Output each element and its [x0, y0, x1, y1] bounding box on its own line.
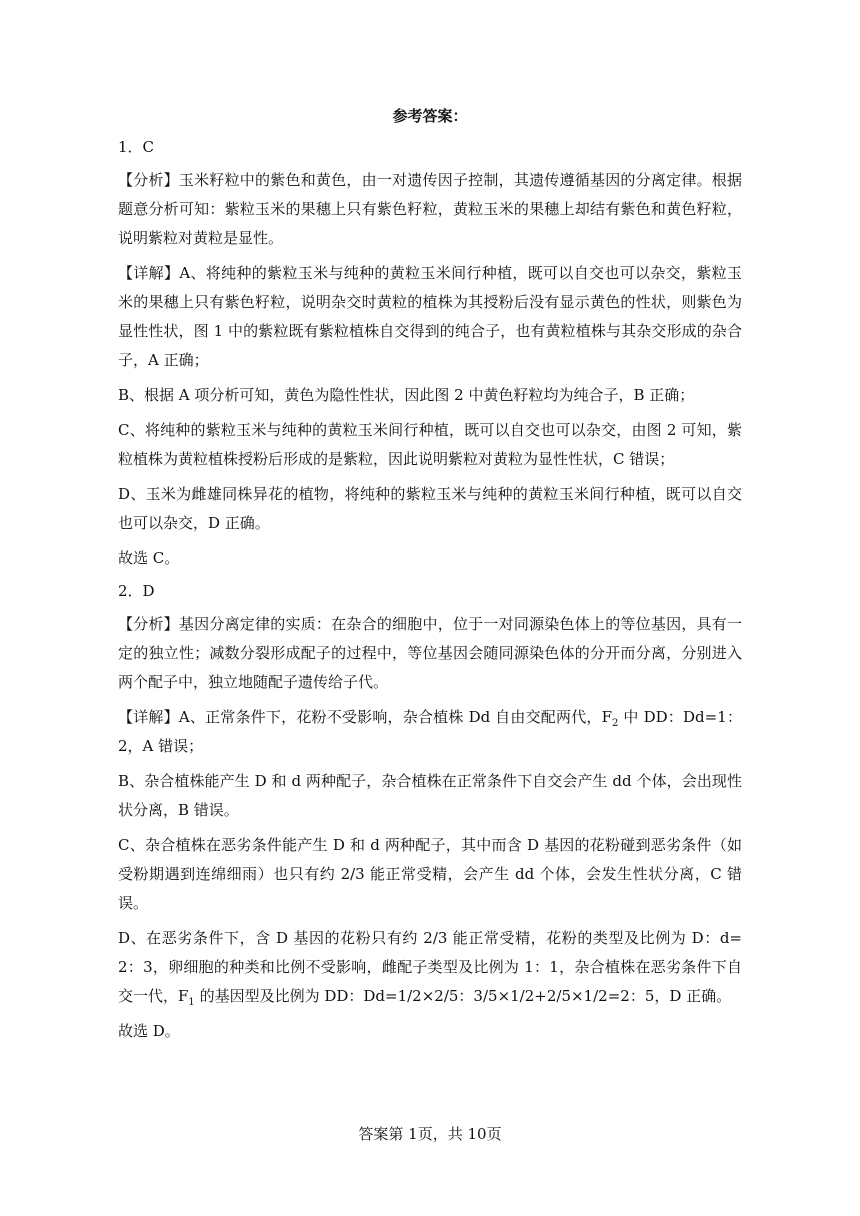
q1-detail-d: D、玉米为雌雄同株异花的植物，将纯种的紫粒玉米与纯种的黄粒玉米间行种植，既可以自交也可以杂交，D 正确。 — [118, 485, 742, 532]
q1-answer-number: 1．C — [118, 138, 155, 156]
q1-detail-c: C、将纯种的紫粒玉米与纯种的黄粒玉米间行种植，既可以自交也可以杂交，由图 2 可知，紫粒植株为黄粒植株授粉后形成的是紫粒，因此说明紫粒对黄粒为显性性状，C 错误； — [118, 421, 742, 468]
page-title: 参考答案： — [392, 107, 468, 125]
q1-detail-b: B、根据 A 项分析可知，黄色为隐性性状，因此图 2 中黄色籽粒均为纯合子，B 正确； — [118, 386, 695, 404]
q2-detail-d-text2: 的基因型及比例为 DD：Dd=1/2×2/5：3/5×1/2+2/5×1/2=2：5，D 正确。 — [194, 987, 732, 1005]
q2-analysis: 【分析】基因分离定律的实质：在杂合的细胞中，位于一对同源染色体上的等位基因，具有一定的独立性；减数分裂形成配子的过程中，等位基因会随同源染色体的分开而分离，分别进入两个配子中，独立地随配子遗传给子代。 — [118, 615, 742, 691]
q2-detail-c: C、杂合植株在恶劣条件能产生 D 和 d 两种配子，其中而含 D 基因的花粉碰到恶劣条件（如受粉期遇到连绵细雨）也只有约 2/3 能正常受精，会产生 dd 个体，会发生性状分离，C 错误。 — [118, 836, 742, 912]
q2-detail-a-text1: 【详解】A、正常条件下，花粉不受影响，杂合植株 Dd 自由交配两代，F — [118, 708, 613, 726]
q2-detail-d-text1: D、在恶劣条件下，含 D 基因的花粉只有约 2/3 能正常受精，花粉的类型及比例为 D：d=2：3，卵细胞的种类和比例不受影响，雌配子类型及比例为 1：1，杂合植株在恶劣条件下自交一代，F — [118, 929, 742, 1005]
q2-detail-a-subscript: 2 — [612, 718, 619, 729]
q2-detail-d — [118, 924, 742, 1011]
q1-conclusion: 故选 C。 — [118, 549, 180, 567]
q2-detail-a-text2: 中 DD：Dd=1：2，A 错误； — [118, 708, 742, 755]
q2-conclusion: 故选 D。 — [118, 1022, 180, 1040]
q1-detail-a: 【详解】A、将纯种的紫粒玉米与纯种的黄粒玉米间行种植，既可以自交也可以杂交，紫粒玉米的果穗上只有紫色籽粒，说明杂交时黄粒的植株为其授粉后没有显示黄色的性状，则紫色为显性性状，图 1 中的紫粒既有紫粒植株自交得到的纯合子，也有黄粒植株与其杂交形成的杂合子，A 正确； — [118, 264, 742, 369]
q2-detail-a — [118, 703, 742, 761]
q2-answer-number: 2．D — [118, 582, 155, 600]
page-footer: 答案第 1页，共 10页 — [358, 1125, 502, 1143]
q1-analysis: 【分析】玉米籽粒中的紫色和黄色，由一对遗传因子控制，其遗传遵循基因的分离定律。根据题意分析可知：紫粒玉米的果穗上只有紫色籽粒，黄粒玉米的果穗上却结有紫色和黄色籽粒，说明紫粒对黄粒是显性。 — [118, 171, 742, 247]
q2-detail-d-subscript: 1 — [188, 997, 195, 1008]
answer-content — [118, 133, 742, 1050]
q2-detail-b: B、杂合植株能产生 D 和 d 两种配子，杂合植株在正常条件下自交会产生 dd 个体，会出现性状分离，B 错误。 — [118, 772, 742, 819]
